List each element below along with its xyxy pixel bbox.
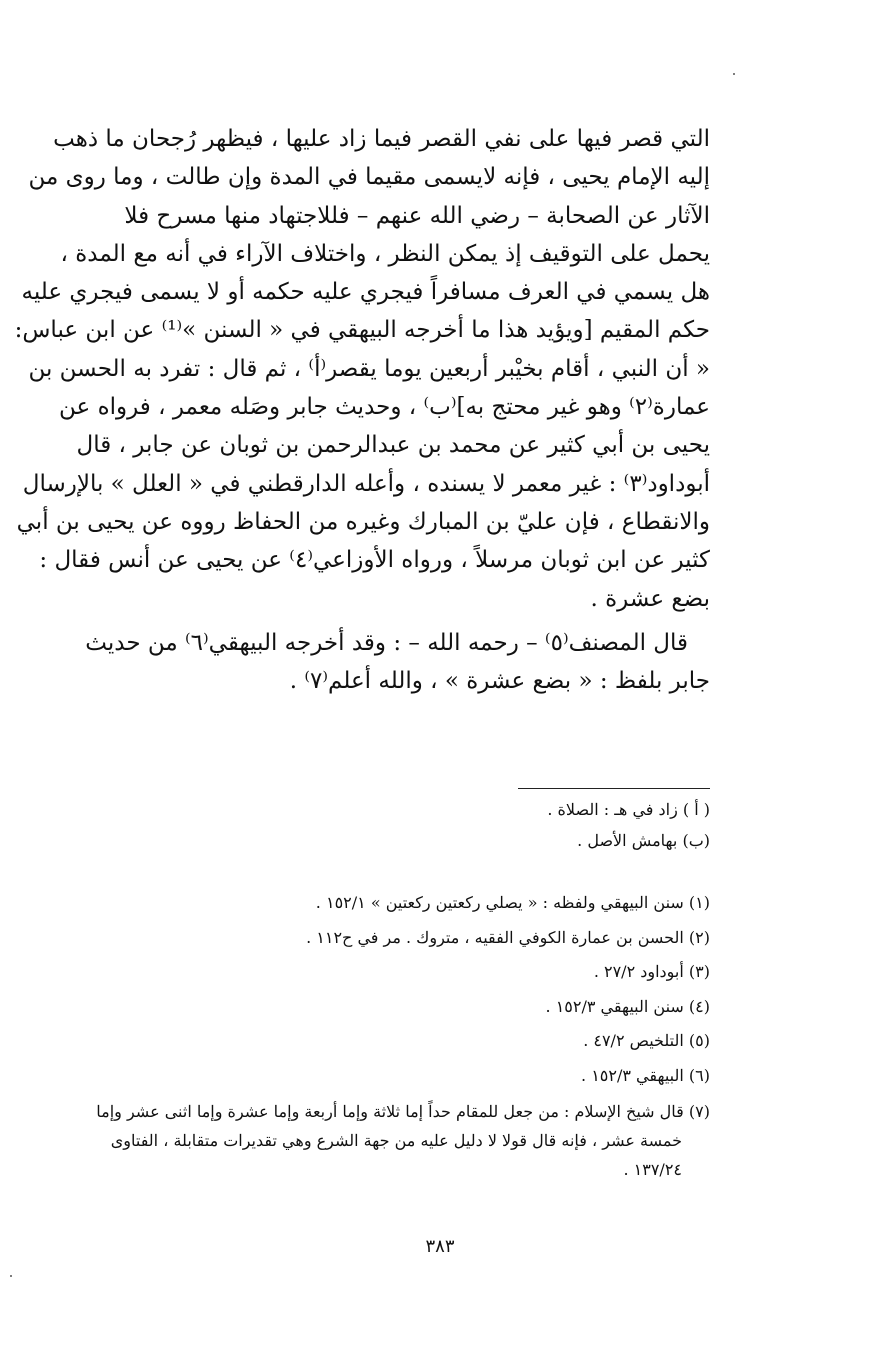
text-line: يحيى بن أبي كثير عن محمد بن عبدالرحمن بن ثوبان عن جابر ، قال bbox=[76, 432, 710, 459]
footnote-line: خمسة عشر ، فإنه قال قولا لا دليل عليه من جهة الشرع وهي تقديرات متقابلة ، الفتاوى bbox=[110, 1130, 682, 1150]
scan-speck bbox=[733, 73, 735, 75]
lettered-footnotes bbox=[300, 794, 710, 856]
footnote-item-long bbox=[96, 1097, 710, 1184]
text-line: إليه الإمام يحيى ، فإنه لايسمى مقيما في المدة وإن طالت ، وما روى من bbox=[28, 164, 710, 191]
text-line: بضع عشرة . bbox=[590, 585, 710, 612]
text-line: يحمل على التوقيف إذ يمكن النظر ، واختلاف الآراء في أنه مع المدة ، bbox=[60, 240, 710, 267]
paragraph-2 bbox=[85, 624, 710, 701]
text-line: أبوداود⁽٣⁾ : غير معمر لا يسنده ، وأعله الدارقطني في « العلل » بالإرسال bbox=[22, 470, 710, 497]
footnote-item: (٢) الحسن بن عمارة الكوفي الفقيه ، متروك . مر في ح١١٢ . bbox=[306, 927, 710, 947]
footnote-item: (ب) بهامش الأصل . bbox=[577, 831, 710, 850]
text-line: قال المصنف⁽٥⁾ – رحمه الله – : وقد أخرجه البيهقي⁽٦⁾ من حديث bbox=[85, 629, 688, 656]
scan-speck bbox=[10, 1275, 12, 1277]
text-line: عمارة⁽٢⁾ وهو غير محتج به]⁽ب⁾ ، وحديث جابر وصَله معمر ، فرواه عن bbox=[59, 394, 710, 421]
text-line: الآثار عن الصحابة – رضي الله عنهم – فللاجتهاد منها مسرح فلا bbox=[124, 202, 710, 229]
paragraph-1 bbox=[14, 120, 710, 618]
footnote-item: (٤) سنن البيهقي ١٥٢/٣ . bbox=[545, 996, 710, 1016]
text-line: « أن النبي ، أقام بخيْبر أربعين يوما يقصر⁽أ⁾ ، ثم قال : تفرد به الحسن بن bbox=[28, 355, 710, 382]
text-line: التي قصر فيها على نفي القصر فيما زاد عليها ، فيظهر رُجحان ما ذهب bbox=[53, 126, 710, 152]
text-line: هل يسمي في العرف مسافراً فيجري عليه حكمه أو لا يسمى فيجري عليه bbox=[21, 279, 710, 306]
footnote-line: (٧) قال شيخ الإسلام : من جعل للمقام حداً إما ثلاثة وإما أربعة وإما عشرة وإما اثنى عشر وإما bbox=[96, 1101, 710, 1121]
page-number: ٣٨٣ bbox=[425, 1236, 455, 1257]
footnote-item: (٣) أبوداود ٢٧/٢ . bbox=[593, 962, 710, 982]
footnote-item: ( أ ) زاد في هـ : الصلاة . bbox=[547, 800, 710, 819]
footnote-divider bbox=[518, 788, 710, 789]
main-text bbox=[14, 120, 710, 700]
footnote-item: (٥) التلخيص ٤٧/٢ . bbox=[583, 1031, 710, 1051]
footnote-item: (٦) البيهقي ١٥٢/٣ . bbox=[581, 1065, 710, 1085]
text-line: كثير عن ابن ثوبان مرسلاً ، ورواه الأوزاعي⁽٤⁾ عن يحيى عن أنس فقال : bbox=[39, 547, 710, 574]
numbered-footnotes bbox=[96, 886, 710, 1184]
text-line: جابر بلفظ : « بضع عشرة » ، والله أعلم⁽٧⁾ . bbox=[289, 668, 710, 695]
text-line: والانقطاع ، فإن عليّ بن المبارك وغيره من الحفاظ رووه عن يحيى بن أبي bbox=[16, 508, 710, 535]
footnote-line: ١٣٧/٢٤ . bbox=[623, 1159, 682, 1179]
footnote-item: (١) سنن البيهقي ولفظه : « يصلي ركعتين ركعتين » ١٥٢/١ . bbox=[315, 893, 710, 912]
text-line: حكم المقيم [ويؤيد هذا ما أخرجه البيهقي في « السنن »⁽¹⁾ عن ابن عباس: bbox=[14, 317, 710, 344]
